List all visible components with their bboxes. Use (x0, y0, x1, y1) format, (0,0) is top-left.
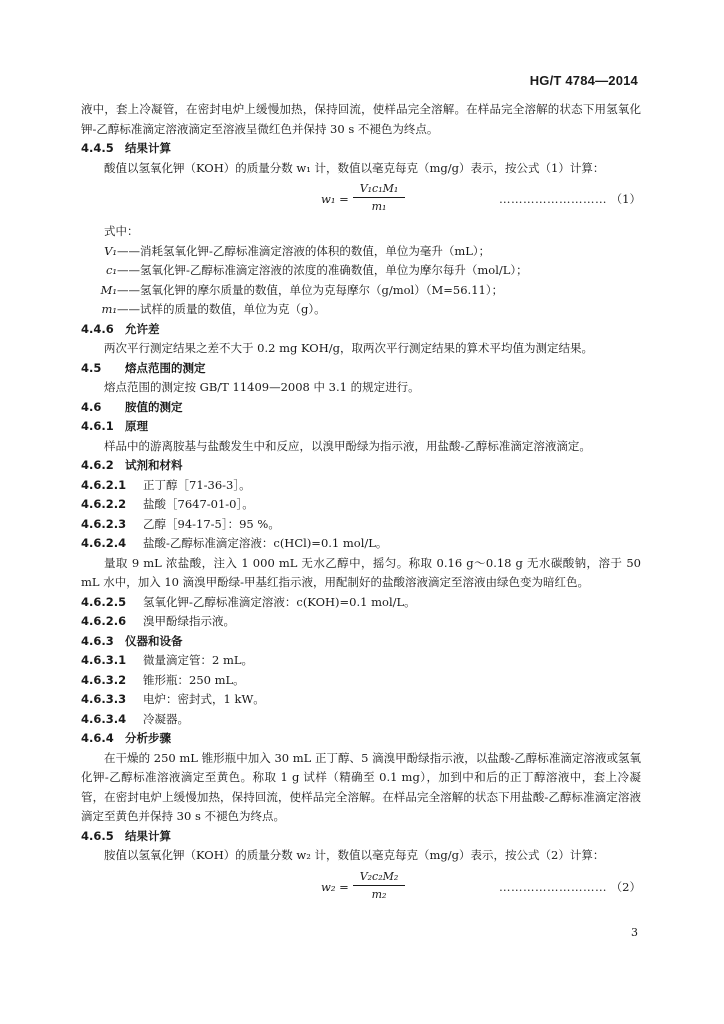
heading-number: 4.4.6 (81, 321, 114, 336)
heading-4-6-1 (81, 417, 641, 437)
formula-lhs: w₁ = (321, 192, 349, 206)
formula-leader-dots: ……………………… (499, 879, 607, 894)
heading-title: 结果计算 (125, 141, 171, 155)
definition-text: ——氢氧化钾的摩尔质量的数值，单位为克每摩尔（g/mol）（M=56.11）； (117, 282, 504, 297)
definition-text: ——消耗氢氧化钾-乙醇标准滴定溶液的体积的数值，单位为毫升（mL）； (117, 243, 491, 258)
paragraph-4-5: 熔点范围的测定按 GB/T 11409—2008 中 3.1 的规定进行。 (104, 380, 420, 394)
heading-number: 4.6 (81, 399, 102, 414)
heading-title: 熔点范围的测定 (125, 360, 206, 375)
definition-row (97, 242, 641, 262)
page-number: 3 (631, 926, 638, 939)
definition-symbol: V₁ (104, 243, 117, 258)
heading-title: 胺值的测定 (125, 399, 183, 414)
item-number: 4.6.2.4 (81, 536, 127, 550)
paragraph-4-4-6: 两次平行测定结果之差不大于 0.2 mg KOH/g，取两次平行测定结果的算术平均值为测定结果。 (104, 341, 593, 355)
heading-number: 4.6.5 (81, 828, 114, 843)
definition-text: ——氢氧化钾-乙醇标准滴定溶液的浓度的准确数值，单位为摩尔每升（mol/L）； (117, 263, 528, 277)
list-item (81, 651, 641, 671)
formula-leader-dots: ……………………… (499, 192, 607, 206)
list-item (81, 593, 641, 613)
formula-fraction (349, 868, 409, 903)
heading-title: 结果计算 (125, 828, 171, 843)
item-number: 4.6.3.4 (81, 711, 127, 726)
item-text: 盐酸［7647-01-0］。 (143, 497, 254, 511)
heading-number: 4.5 (81, 360, 102, 375)
item-number: 4.6.2.2 (81, 497, 127, 511)
list-item (81, 690, 641, 710)
item-text: 氢氧化钾-乙醇标准滴定溶液：c(KOH)=0.1 mol/L。 (143, 594, 416, 609)
list-item (81, 671, 641, 691)
heading-4-6-2 (81, 456, 641, 476)
heading-4-6-3 (81, 632, 641, 652)
item-text: 乙醇［94-17-5］：95 %。 (143, 516, 280, 531)
list-item (81, 710, 641, 730)
item-number: 4.6.2.6 (81, 614, 127, 628)
item-text: 盐酸-乙醇标准滴定溶液：c(HCl)=0.1 mol/L。 (143, 536, 388, 550)
formula-denominator: m₁ (371, 200, 387, 213)
formula-fraction (349, 180, 409, 215)
paragraph-4-6-2-4: 量取 9 mL 浓盐酸，注入 1 000 mL 无水乙醇中，摇匀。称取 0.16 g～0.18 g 无水碳酸钠，溶于 50 mL 水中，加入 10 滴溴甲酚绿-甲基红指示液，用配制好的盐酸溶液滴定至溶液由绿色变为暗红色。 (81, 555, 641, 589)
heading-number: 4.4.5 (81, 141, 114, 155)
heading-4-6-4 (81, 729, 641, 749)
heading-title: 允许差 (125, 321, 160, 336)
where-label: 式中： (104, 224, 139, 238)
page-body (81, 100, 641, 910)
item-number: 4.6.2.1 (81, 477, 127, 492)
heading-4-4-6 (81, 320, 641, 340)
item-text: 溴甲酚绿指示液。 (143, 614, 235, 628)
formula-numerator: V₁c₁M₁ (359, 182, 399, 195)
item-text: 锥形瓶：250 mL。 (143, 672, 245, 687)
heading-4-5 (81, 359, 641, 379)
paragraph-4-6-1: 样品中的游离胺基与盐酸发生中和反应，以溴甲酚绿为指示液，用盐酸-乙醇标准滴定溶液滴定。 (104, 438, 591, 453)
paragraph-4-4-5: 酸值以氢氧化钾（KOH）的质量分数 w₁ 计，数值以毫克每克（mg/g）表示，按公式（1）计算： (104, 160, 605, 175)
list-item (81, 495, 641, 515)
variable-definitions (81, 242, 641, 320)
definition-symbol: m₁ (101, 302, 117, 316)
definition-symbol: M₁ (100, 282, 117, 297)
item-number: 4.6.3.3 (81, 692, 127, 706)
list-item (81, 612, 641, 632)
item-number: 4.6.2.3 (81, 516, 127, 531)
heading-4-6 (81, 398, 641, 418)
item-number: 4.6.3.2 (81, 672, 127, 687)
formula-denominator: m₂ (371, 887, 387, 901)
definition-row (97, 281, 641, 301)
item-number: 4.6.2.5 (81, 594, 127, 609)
item-text: 微量滴定管：2 mL。 (143, 653, 254, 667)
heading-number: 4.6.4 (81, 731, 114, 745)
paragraph-4-6-4: 在干燥的 250 mL 锥形瓶中加入 30 mL 正丁醇、5 滴溴甲酚绿指示液，以盐酸-乙醇标准滴定溶液或氢氧化钾-乙醇标准溶液滴定至黄色。称取 1 g 试样（精确至 0.1 mg），加到中和后的正丁醇溶液中，套上冷凝管，在密封电炉上缓慢加热，保持回流，使样品完全溶解。在样品完全溶解的状态下用盐酸-乙醇标准滴定溶液滴定至黄色并保持 30 s 不褪色为终点。 (81, 750, 641, 823)
heading-number: 4.6.1 (81, 419, 114, 433)
item-number: 4.6.3.1 (81, 653, 127, 667)
heading-4-4-5 (81, 139, 641, 159)
definition-row (97, 300, 641, 320)
heading-number: 4.6.3 (81, 633, 114, 648)
heading-title: 试剂和材料 (125, 458, 183, 472)
heading-number: 4.6.2 (81, 458, 114, 472)
list-item (81, 476, 641, 496)
list-item (81, 534, 641, 554)
heading-title: 分析步骤 (125, 731, 171, 745)
heading-title: 原理 (125, 419, 148, 433)
definition-text: ——试样的质量的数值，单位为克（g）。 (117, 302, 326, 316)
formula-numerator: V₂c₂M₂ (359, 869, 399, 883)
formula-2 (81, 866, 641, 910)
heading-title: 仪器和设备 (125, 633, 183, 648)
list-item (81, 515, 641, 535)
equation-number: （2） (610, 879, 641, 894)
equation-number: （1） (610, 192, 641, 206)
definition-row (97, 261, 641, 281)
item-text: 电炉：密封式，1 kW。 (143, 692, 265, 706)
heading-4-6-5 (81, 827, 641, 847)
standard-code: HG/T 4784—2014 (529, 73, 638, 88)
formula-1 (81, 178, 641, 222)
item-text: 正丁醇［71-36-3］。 (143, 477, 251, 492)
continued-paragraph: 液中，套上冷凝管，在密封电炉上缓慢加热，保持回流，使样品完全溶解。在样品完全溶解的状态下用氢氧化钾-乙醇标准滴定溶液滴定至溶液呈微红色并保持 30 s 不褪色为终点。 (81, 102, 641, 136)
formula-lhs: w₂ = (321, 879, 349, 894)
item-text: 冷凝器。 (143, 711, 189, 726)
paragraph-4-6-5: 胺值以氢氧化钾（KOH）的质量分数 w₂ 计，数值以毫克每克（mg/g）表示，按公式（2）计算： (104, 848, 605, 862)
definition-symbol: c₁ (105, 263, 117, 277)
